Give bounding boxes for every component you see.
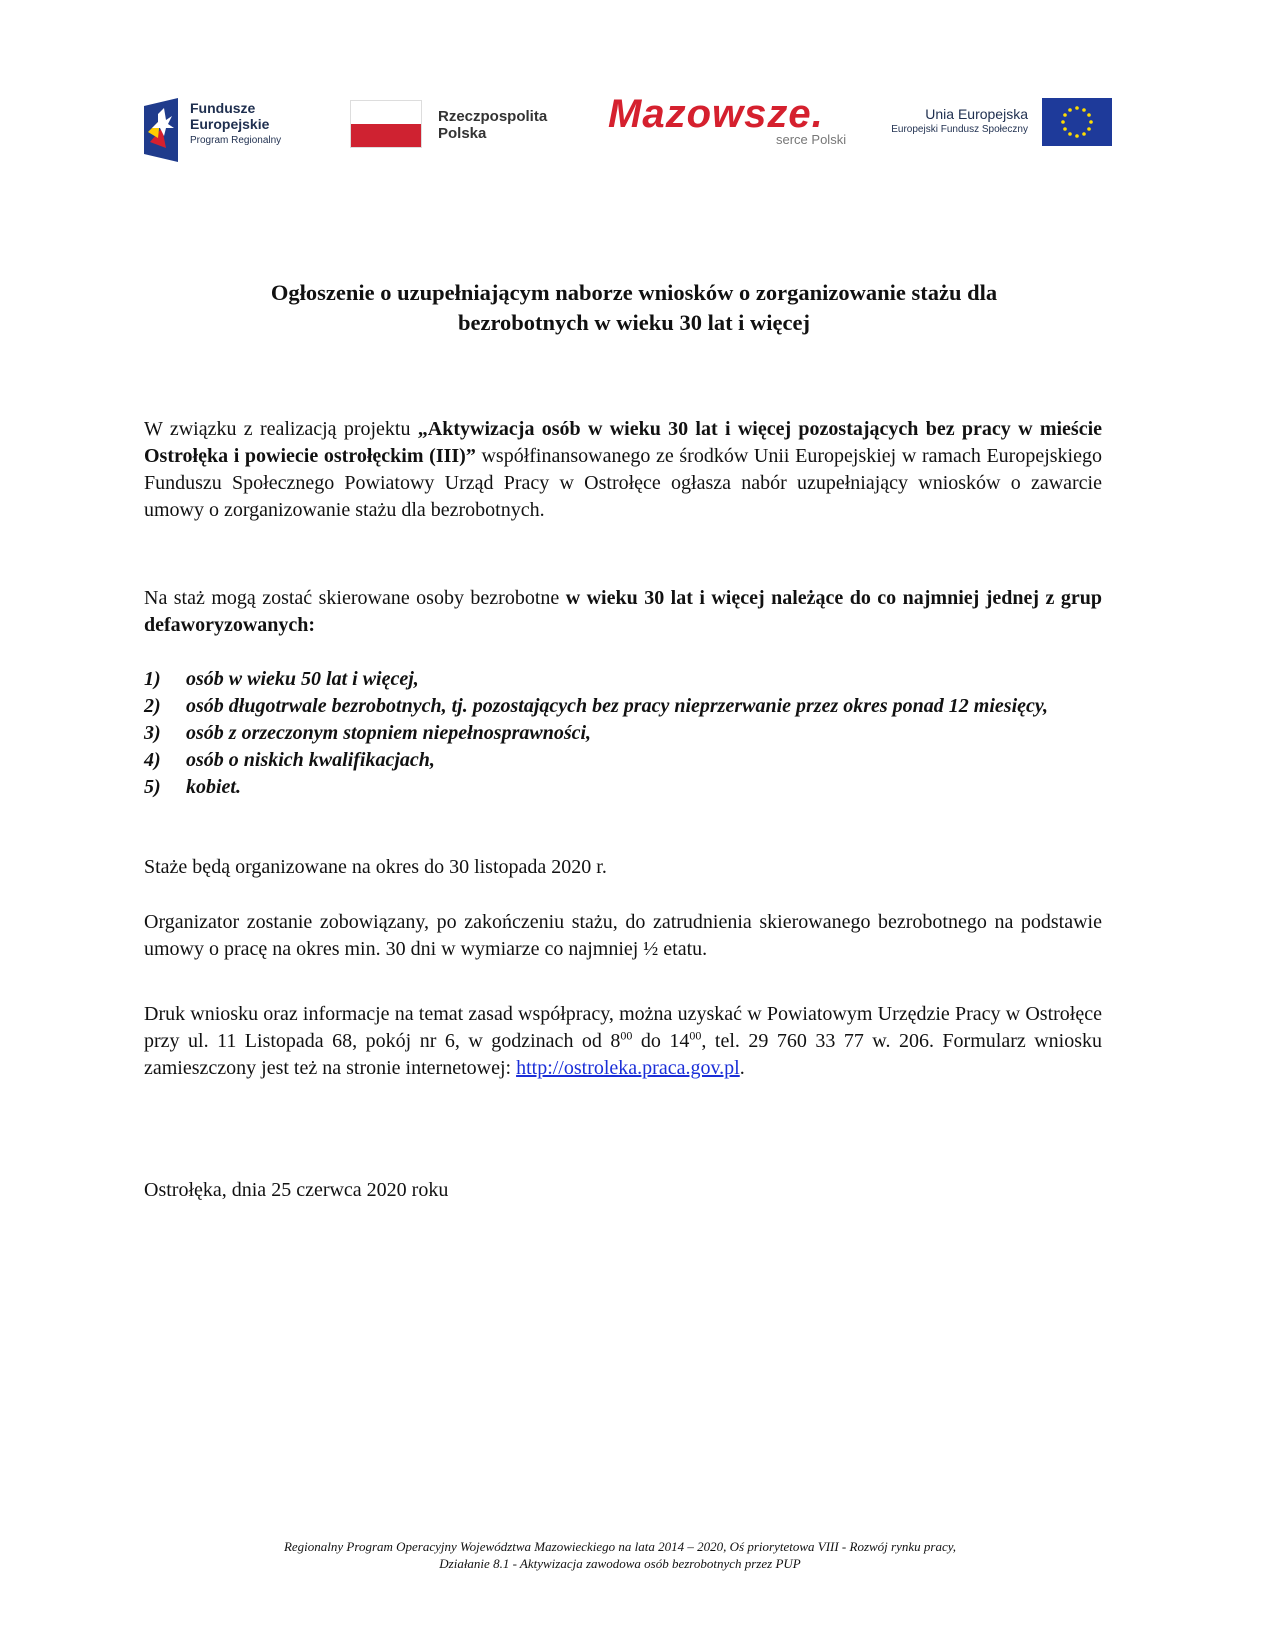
contact-text-3: , tel. 29 760 33 77 w. 206. Formularz wniosku zamieszczony jest też na stronie internetowej: [144, 1030, 1103, 1079]
list-item [144, 666, 1102, 693]
list-item [144, 720, 1102, 747]
mazowsze-logo [608, 92, 868, 156]
list-item-number: 3) [144, 722, 161, 744]
footer [140, 1538, 1100, 1572]
list-item-text: osób z orzeczonym stopniem niepełnosprawności, [186, 722, 592, 744]
fe-line2: Europejskie [190, 116, 270, 132]
unia-europejska-logo [880, 96, 1164, 156]
announcement-title [144, 278, 1124, 338]
ue-line1: Unia Europejska [925, 106, 1028, 122]
polish-flag-icon [350, 100, 422, 148]
fe-line1: Fundusze [190, 100, 256, 116]
list-item-number: 2) [144, 695, 161, 717]
contact-paragraph [144, 1001, 1102, 1082]
footer-line-1: Regionalny Program Operacyjny Województwa Mazowieckiego na lata 2014 – 2020, Oś priorytetowa VIII - Rozwój rynku pracy, [283, 1539, 957, 1554]
list-item [144, 693, 1102, 720]
list-item-number: 5) [144, 776, 161, 798]
intro-text-before: W związku z realizacją projektu [144, 418, 418, 440]
list-item-text: osób długotrwale bezrobotnych, tj. pozostających bez pracy nieprzerwanie przez okres ponad 12 miesięcy, [186, 695, 1049, 717]
logo-bar [144, 92, 1164, 156]
hour-start-superscript: 00 [620, 1028, 633, 1043]
list-item-number: 4) [144, 749, 161, 771]
intro-text-after: współfinansowanego ze środków Unii Europejskiej w ramach Europejskiego Funduszu Społecznego Powiatowy Urząd Pracy w Ostrołęce ogłasza nabór uzupełniający wniosków o zawarcie umowy o zorganizowanie stażu dla bezrobotnych. [144, 445, 1102, 521]
fundusze-europejskie-emblem-icon [144, 98, 178, 162]
eligibility-bold: w wieku 30 lat i więcej należące do co najmniej jednej z grup defaworyzowanych: [144, 587, 1102, 636]
period-paragraph: Staże będą organizowane na okres do 30 listopada 2020 r. [144, 856, 607, 878]
contact-text-2: do 14 [632, 1030, 690, 1052]
eligibility-text: Na staż mogą zostać skierowane osoby bezrobotne [144, 587, 566, 609]
list-item-text: osób o niskich kwalifikacjach, [186, 749, 435, 771]
list-item-text: kobiet. [186, 776, 241, 798]
title-line-2: bezrobotnych w wieku 30 lat i więcej [457, 310, 811, 335]
fe-line3: Program Regionalny [190, 135, 282, 146]
rp-line2: Polska [438, 125, 487, 142]
project-name: „Aktywizacja osób w wieku 30 lat i więcej pozostających bez pracy w mieście Ostrołęka i powiecie ostrołęckim (III)” [144, 418, 1103, 467]
rzeczpospolita-polska-logo [350, 96, 570, 156]
hour-end-superscript: 00 [689, 1028, 702, 1043]
footer-line-2: Działanie 8.1 - Aktywizacja zawodowa osób bezrobotnych przez PUP [439, 1556, 801, 1571]
title-line-1: Ogłoszenie o uzupełniającym naborze wniosków o zorganizowanie stażu dla [270, 280, 998, 305]
fundusze-europejskie-logo [144, 96, 314, 156]
ue-line2: Europejski Fundusz Społeczny [891, 124, 1028, 135]
website-link[interactable]: http://ostroleka.praca.gov.pl [516, 1057, 740, 1079]
rp-line1: Rzeczpospolita [438, 108, 548, 125]
contact-text-1: Druk wniosku oraz informacje na temat zasad współpracy, można uzyskać w Powiatowym Urzędzie Pracy w Ostrołęce przy ul. 11 Listopada 68, pokój nr 6, w godzinach od 8 [144, 1003, 1102, 1052]
groups-list [144, 666, 1102, 801]
contact-text-4: . [739, 1057, 745, 1079]
list-item [144, 774, 1102, 801]
eligibility-paragraph [144, 585, 1102, 639]
list-item [144, 747, 1102, 774]
list-item-number: 1) [144, 668, 161, 690]
list-item-text: osób w wieku 50 lat i więcej, [186, 668, 419, 690]
obligation-paragraph: Organizator zostanie zobowiązany, po zakończeniu stażu, do zatrudnienia skierowanego bezrobotnego na podstawie umowy o pracę na okres min. 30 dni w wymiarze co najmniej ½ etatu. [144, 911, 1102, 960]
date-line: Ostrołęka, dnia 25 czerwca 2020 roku [144, 1179, 449, 1201]
mazowsze-wordmark: Mazowsze. [608, 92, 824, 136]
mazowsze-subtitle: serce Polski [776, 132, 847, 147]
intro-paragraph [144, 416, 1102, 524]
eu-flag-icon [1042, 98, 1112, 146]
